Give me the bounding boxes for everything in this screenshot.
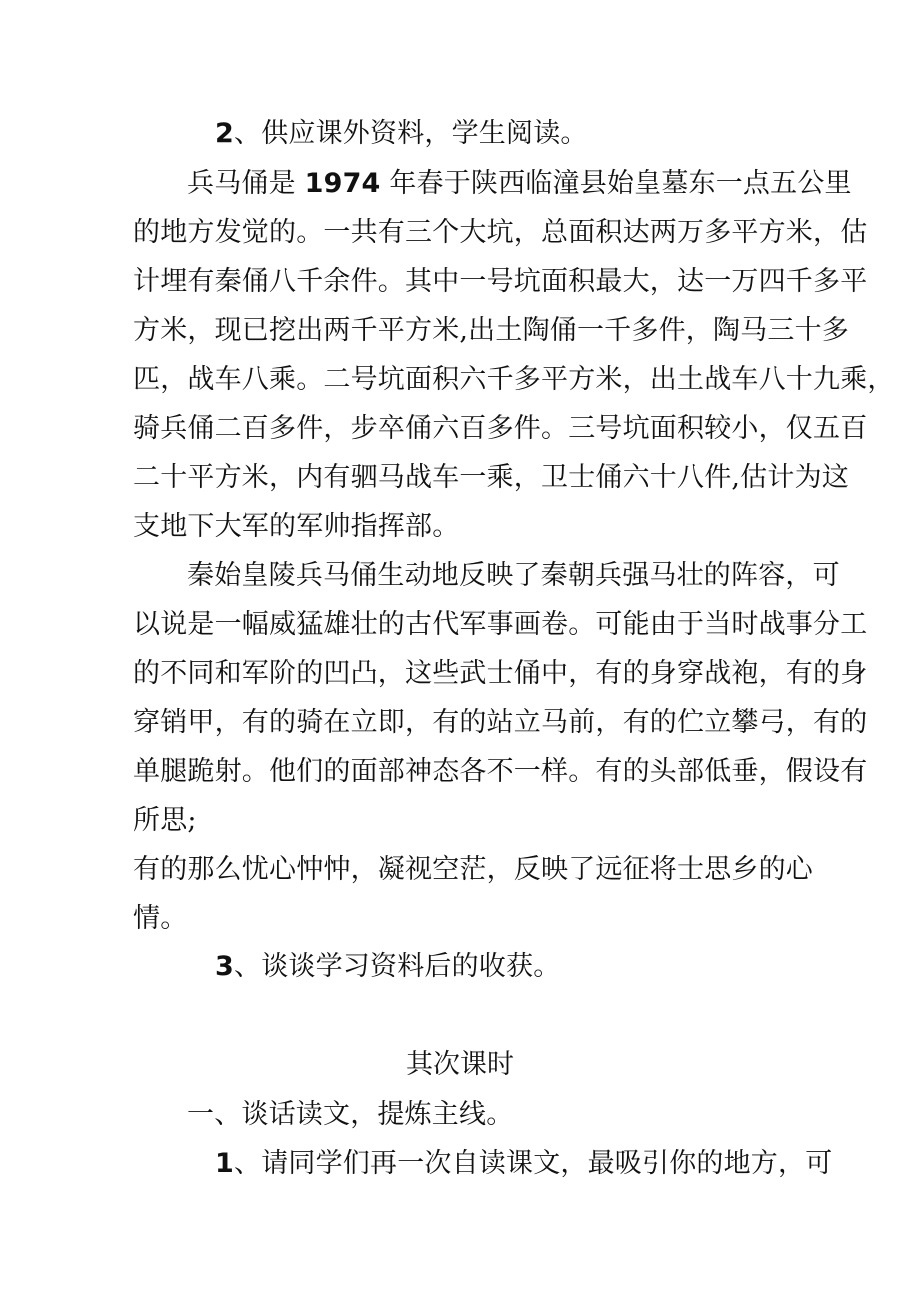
- paragraph-1-line: 计埋有秦俑八千余件。其中一号坑面积最大，达一万四千多平: [133, 266, 868, 297]
- section-number: 2: [215, 118, 234, 149]
- paragraph-1-line: 骑兵俑二百多件，步卒俑六百多件。三号坑面积较小，仅五百: [133, 413, 868, 444]
- section-text: 、谈谈学习资料后的收获。: [234, 951, 561, 982]
- item-text: 、请同学们再一次自读课文，最吸引你的地方，可: [234, 1148, 833, 1179]
- section-3-heading: [215, 950, 560, 984]
- paragraph-1-line: 的地方发觉的。一共有三个大坑，总面积达两万多平方米，估: [133, 217, 868, 248]
- paragraph-2-line: 所思;: [133, 805, 197, 836]
- paragraph-2-line: 的不同和军阶的凹凸，这些武士俑中，有的身穿战袍，有的身: [133, 658, 868, 689]
- lesson-title: 其次课时: [406, 1049, 514, 1080]
- paragraph-2-line: 以说是一幅威猛雄壮的古代军事画卷。可能由于当时战事分工: [133, 609, 868, 640]
- paragraph-1-line: 二十平方米，内有驷马战车一乘，卫士俑六十八件,估计为这: [133, 462, 849, 493]
- paragraph-2-line: 情。: [133, 903, 188, 934]
- lesson-heading: 一、谈话读文，提炼主线。: [187, 1099, 514, 1130]
- section-text: 、供应课外资料，学生阅读。: [234, 118, 588, 149]
- text-fragment: 兵马俑是: [187, 168, 305, 199]
- section-2-heading: [215, 117, 588, 151]
- paragraph-1-line: 支地下大军的军帅指挥部。: [133, 511, 460, 542]
- paragraph-1-line: 方米，现已挖出两千平方米,出土陶俑一千多件，陶马三十多: [133, 315, 849, 346]
- paragraph-2-line: 穿销甲，有的骑在立即，有的站立马前，有的伫立攀弓，有的: [133, 707, 868, 738]
- text-fragment: 年春于陕西临潼县始皇墓东一点五公里: [380, 168, 852, 199]
- paragraph-1-line-1: [187, 167, 852, 201]
- paragraph-2-line: 有的那么忧心忡忡，凝视空茫，反映了远征将士思乡的心: [133, 854, 813, 885]
- paragraph-2-line: 单腿跪射。他们的面部神态各不一样。有的头部低垂，假设有: [133, 756, 868, 787]
- lesson-item-1: [215, 1147, 832, 1181]
- year-number: 1974: [304, 168, 381, 199]
- paragraph-2-line: 秦始皇陵兵马俑生动地反映了秦朝兵强马壮的阵容，可: [187, 560, 840, 591]
- section-number: 3: [215, 951, 234, 982]
- item-number: 1: [215, 1148, 234, 1179]
- paragraph-1-line: 匹，战车八乘。二号坑面积六千多平方米，出土战车八十九乘，: [133, 364, 895, 395]
